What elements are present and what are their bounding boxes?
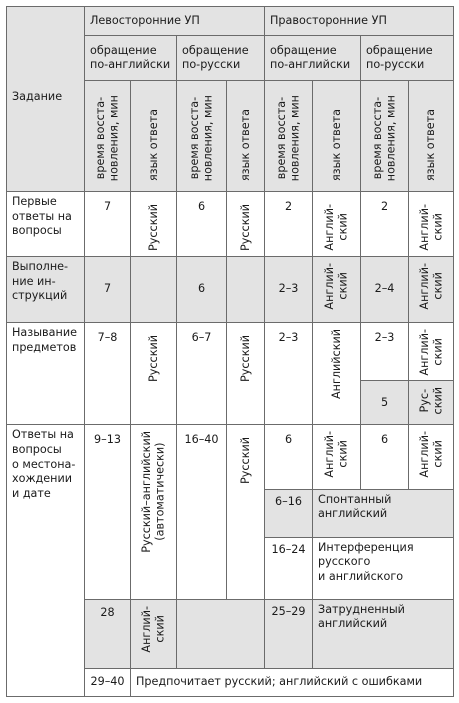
row2-r-en-time: 2–3	[265, 256, 313, 322]
header-left-group: Левосторонние УП	[85, 7, 265, 36]
row4-task: Ответы на вопросы о местона- хождении и дате	[7, 425, 85, 697]
row4-l-ru-empty	[177, 599, 265, 668]
row4-r-en-time: 6	[265, 425, 313, 489]
row3-r-ru-time: 2–3	[361, 323, 409, 381]
row3-r-ru-time-b: 5	[361, 381, 409, 425]
row4-l-ru-lang: Русский	[227, 425, 265, 599]
row4-sub1-time: 6–16	[265, 489, 313, 537]
results-table	[6, 6, 454, 697]
row2-r-en-lang: Англий- ский	[313, 256, 361, 322]
row2-l-ru-time: 6	[177, 256, 227, 322]
row1-r-en-lang: Англий- ский	[313, 192, 361, 257]
row1-r-ru-lang: Англий- ский	[409, 192, 454, 257]
row2-l-en-time: 7	[85, 256, 131, 322]
row4-r-ru-lang: Англий- ский	[409, 425, 454, 489]
header-right-group: Правосторонние УП	[265, 7, 454, 36]
header-right-addr-ru: обращение по-русски	[361, 36, 454, 81]
row4-r-en-lang: Англий- ский	[313, 425, 361, 489]
row2-r-ru-time: 2–4	[361, 256, 409, 322]
row1-r-ru-time: 2	[361, 192, 409, 257]
row1-l-en-time: 7	[85, 192, 131, 257]
row4-sub1-text: Спонтанный английский	[313, 489, 454, 537]
row3-l-en-time: 7–8	[85, 323, 131, 425]
header-left-addr-ru: обращение по-русски	[177, 36, 265, 81]
row3-r-en-lang: Английский	[313, 323, 361, 425]
row3-l-en-lang: Русский	[131, 323, 177, 425]
row4-last-time: 29–40	[85, 668, 131, 696]
header-left-addr-en: обращение по-английски	[85, 36, 177, 81]
row3-task: Называние предметов	[7, 323, 85, 425]
header-l-ru-time: время восста- новления, мин	[177, 81, 227, 192]
row3-r-en-time: 2–3	[265, 323, 313, 425]
row4-sub2-text: Интерференция русского и английского	[313, 537, 454, 599]
row1-task: Первые ответы на вопросы	[7, 192, 85, 257]
row4-l-en-time: 9–13	[85, 425, 131, 599]
header-right-addr-en: обращение по-английски	[265, 36, 361, 81]
row3-r-ru-lang-b: Рус- ский	[409, 381, 454, 425]
row1-l-en-lang: Русский	[131, 192, 177, 257]
row4-sub2-time: 16–24	[265, 537, 313, 599]
row4-l-en-lang: Русский–английский (автоматически)	[131, 425, 177, 599]
row2-task: Выполне- ние ин- струкций	[7, 256, 85, 322]
header-l-en-time: время восста- новления, мин	[85, 81, 131, 192]
row1-l-ru-time: 6	[177, 192, 227, 257]
header-l-ru-lang: язык ответа	[227, 81, 265, 192]
header-r-ru-lang: язык ответа	[409, 81, 454, 192]
row2-l-ru-lang	[227, 256, 265, 322]
row4-l-en-lang-28: Англий- ский	[131, 599, 177, 668]
row4-r-ru-time: 6	[361, 425, 409, 489]
row4-l-ru-time: 16–40	[177, 425, 227, 599]
header-r-ru-time: время восста- новления, мин	[361, 81, 409, 192]
row4-last-text: Предпочитает русский; английский с ошибками	[131, 668, 454, 696]
row1-l-ru-lang: Русский	[227, 192, 265, 257]
row3-r-ru-lang: Англий- ский	[409, 323, 454, 381]
row2-r-ru-lang: Англий- ский	[409, 256, 454, 322]
header-l-en-lang: язык ответа	[131, 81, 177, 192]
row4-l-en-time-28: 28	[85, 599, 131, 668]
header-r-en-time: время восста- новления, мин	[265, 81, 313, 192]
row4-sub3-text: Затрудненный английский	[313, 599, 454, 668]
row1-r-en-time: 2	[265, 192, 313, 257]
row4-sub3-time: 25–29	[265, 599, 313, 668]
row3-l-ru-lang: Русский	[227, 323, 265, 425]
row3-l-ru-time: 6–7	[177, 323, 227, 425]
header-task: Задание	[7, 7, 85, 192]
header-r-en-lang: язык ответа	[313, 81, 361, 192]
row2-l-en-lang	[131, 256, 177, 322]
